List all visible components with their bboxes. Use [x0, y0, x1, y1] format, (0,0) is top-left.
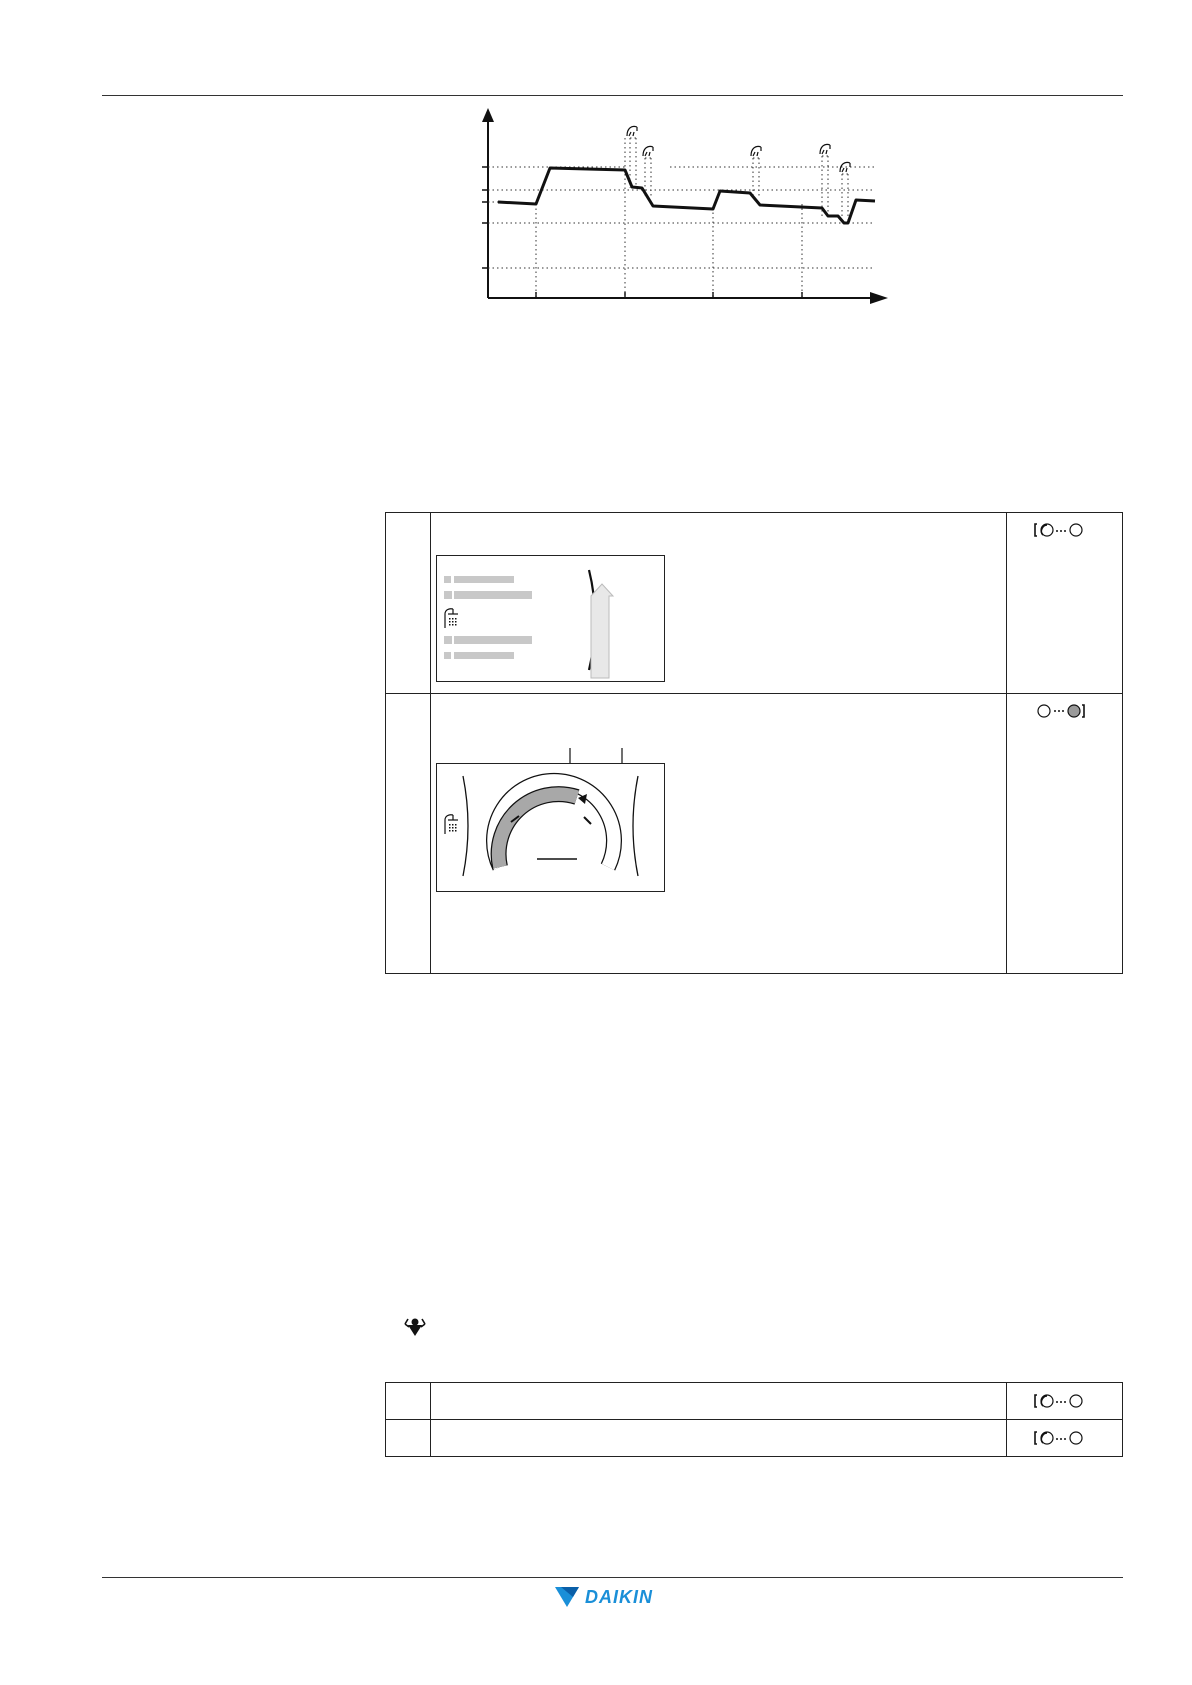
right-dial-icon [1070, 1395, 1082, 1407]
footer-rule [102, 1577, 1123, 1578]
header-rule [102, 95, 1123, 96]
right-dial-icon [1070, 1432, 1082, 1444]
table2-row-divider [385, 1419, 1123, 1420]
left-dial-turn-icon [1034, 522, 1088, 538]
left-dial-turn-icon [1034, 1393, 1088, 1409]
temperature-curve [498, 168, 875, 223]
daikin-logo-icon [553, 1585, 581, 1609]
left-dial-icon [1036, 703, 1090, 719]
setpoint-gauge-screen [436, 763, 665, 892]
right-dial-press-icon [1068, 705, 1080, 717]
menu-list-screen [436, 555, 665, 682]
table1-row-divider [385, 693, 1123, 694]
x-axis-arrow [870, 292, 888, 304]
table1-col-divider-1 [430, 512, 431, 974]
y-axis-arrow [482, 108, 494, 122]
table1-col-divider-2 [1006, 512, 1007, 974]
user-level-expert-icon [403, 1316, 427, 1338]
daikin-logo [553, 1584, 673, 1610]
scroll-indicator [591, 584, 613, 678]
tap-icon [751, 146, 761, 156]
tap-icon [643, 146, 653, 156]
tap-icon [627, 126, 637, 136]
left-dial-turn-icon [1034, 1430, 1088, 1446]
temperature-schedule-figure [470, 108, 895, 308]
right-dial-icon [1070, 524, 1082, 536]
tap-icon [820, 144, 830, 154]
reference-lines [488, 138, 875, 298]
logo-text: DAIKIN [585, 1586, 653, 1607]
